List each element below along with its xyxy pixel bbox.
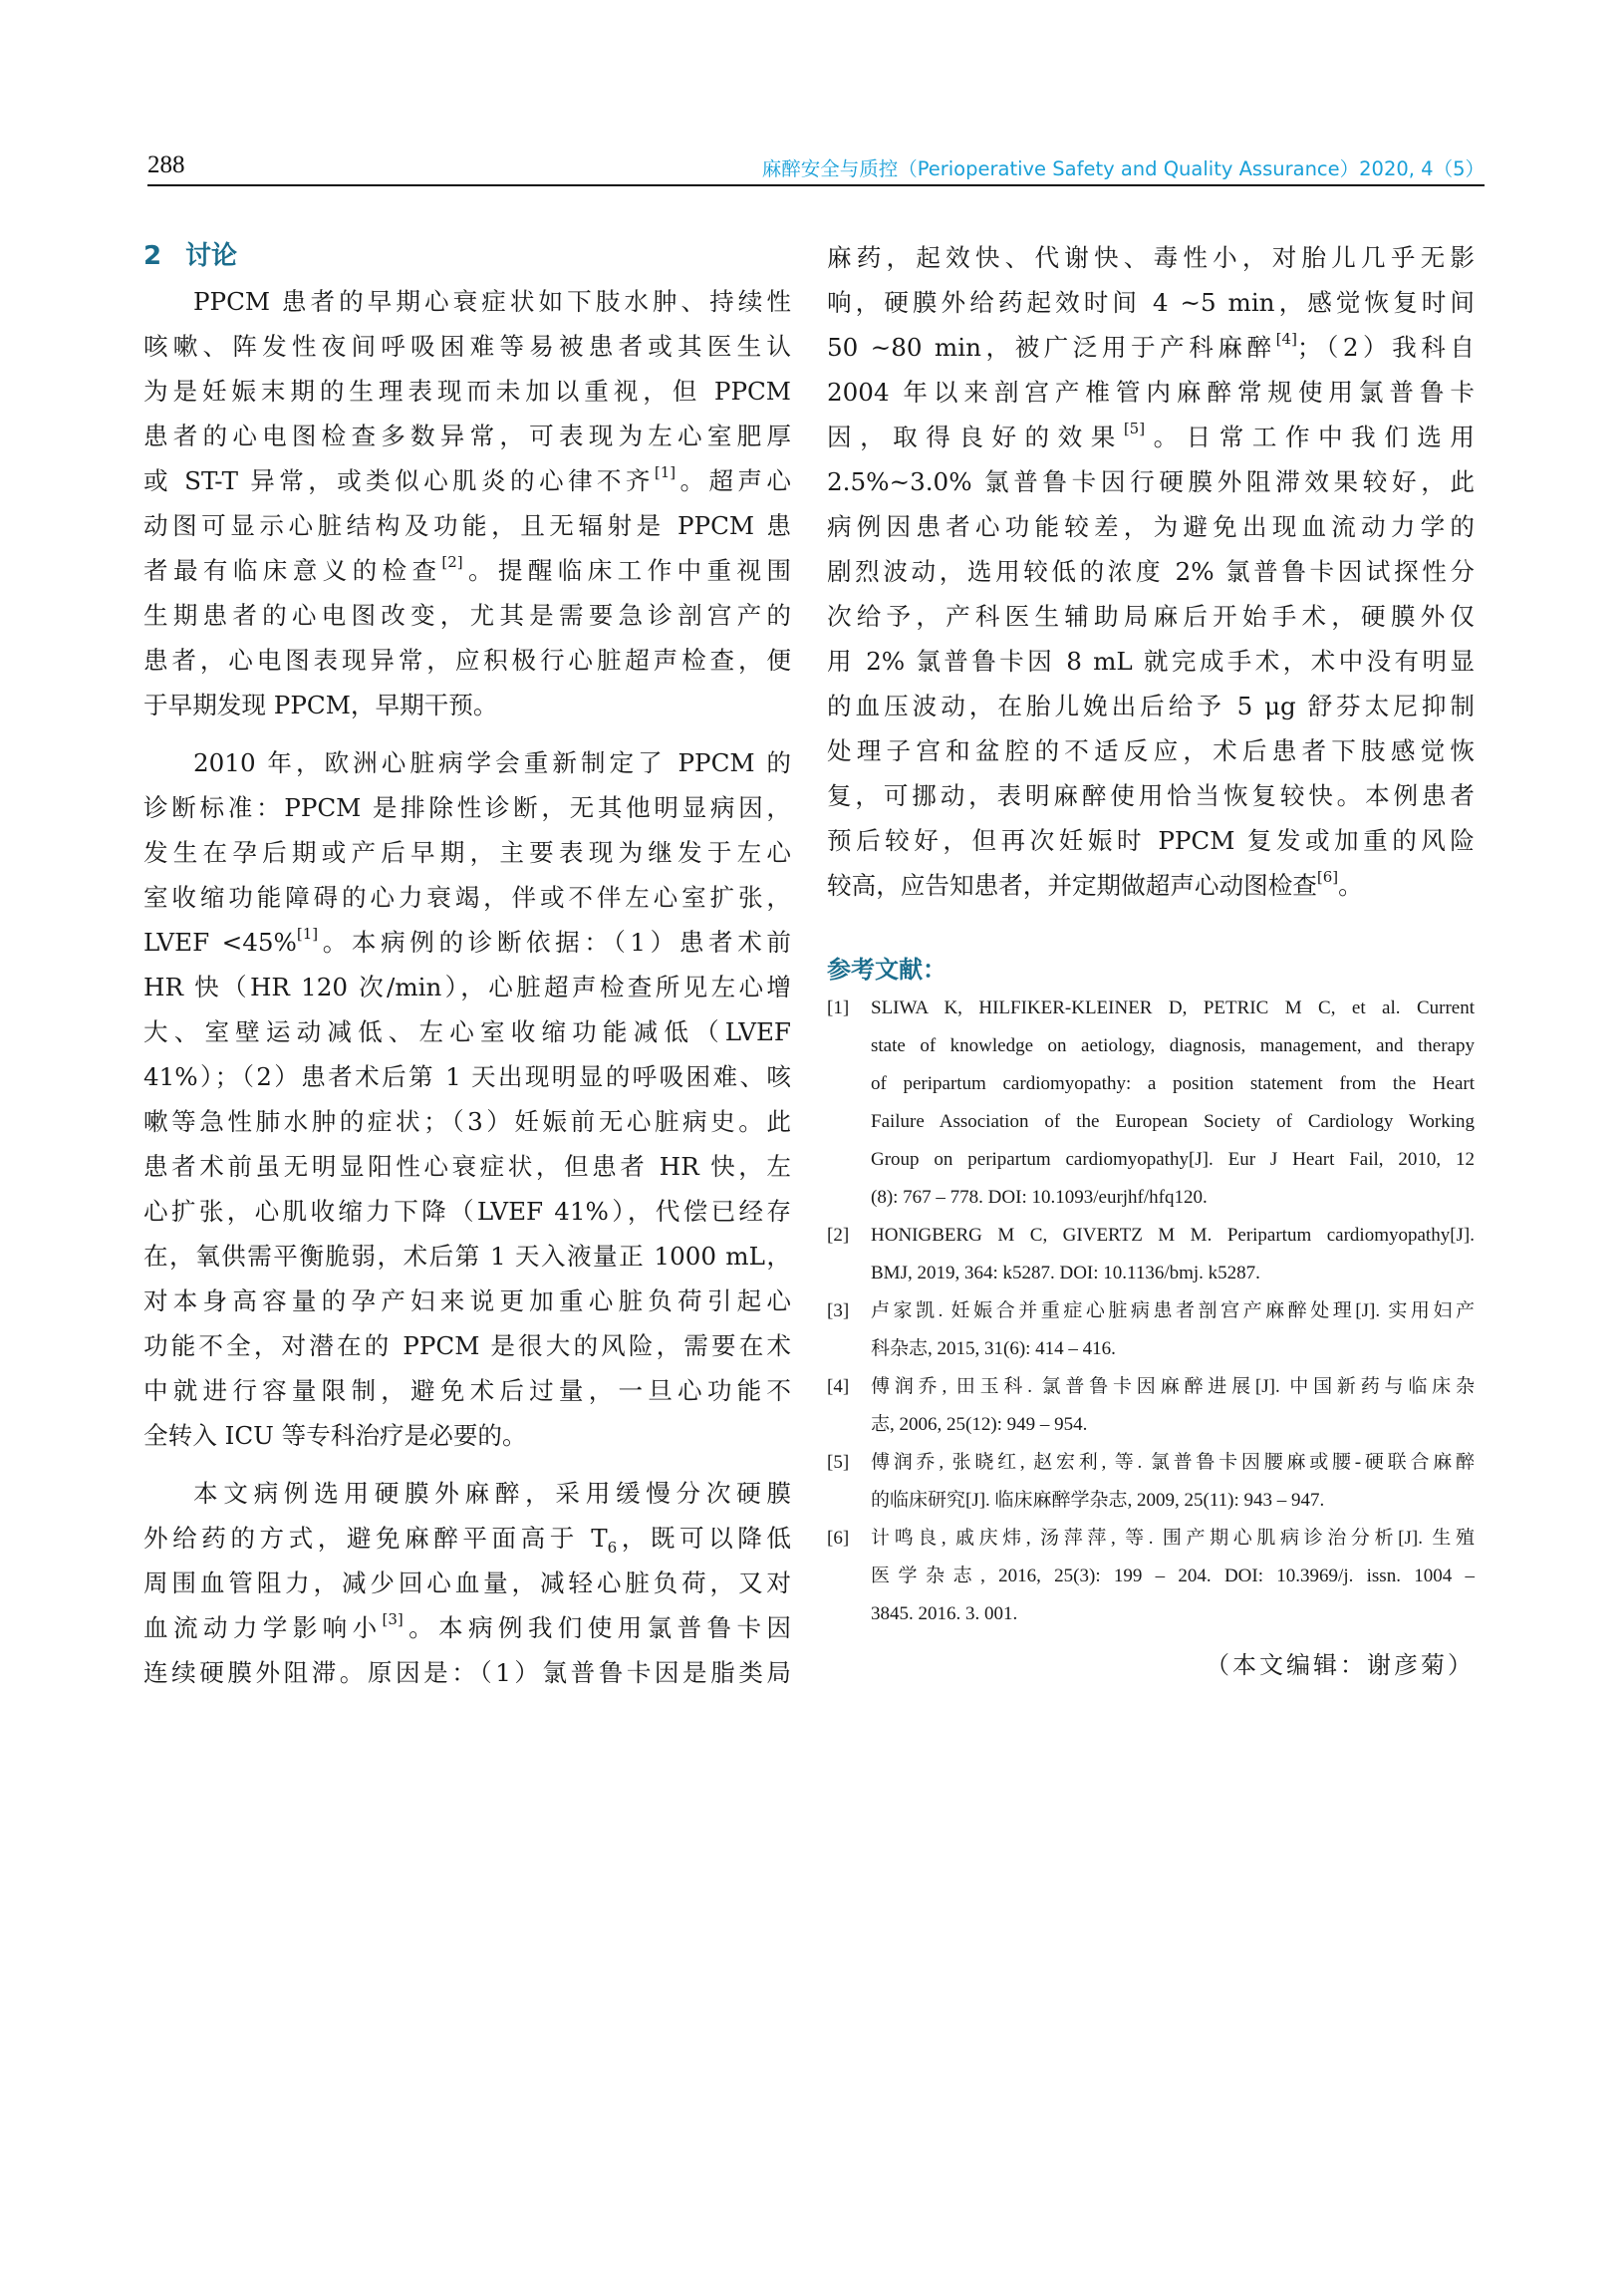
text-line: 血流动力学影响小[3]。本病例我们使用氯普鲁卡因 [143,1610,791,1642]
text-line: LVEF <45%[1]。本病例的诊断依据：（1）患者术前 [143,925,791,957]
text-line: 为是妊娠末期的生理表现而未加以重视，但 PPCM [143,377,791,406]
text-line: 嗽等急性肺水肿的症状；（3）妊娠前无心脏病史。此 [143,1107,791,1136]
text-line: 中就进行容量限制，避免术后过量，一旦心功能不 [143,1376,791,1405]
text-line: 室收缩功能障碍的心力衰竭，伴或不伴左心室扩张， [143,883,791,912]
text-line: 响，硬膜外给药起效时间 4 ~5 min，感觉恢复时间 [827,288,1475,317]
editor-note: （本文编辑：谢彦菊） [1206,1651,1475,1679]
text-line: 患者，心电图表现异常，应积极行心脏超声检查，便 [143,646,791,675]
text-line: 大、室壁运动减低、左心室收缩功能减低（LVEF [143,1017,791,1046]
text-line: 的血压波动，在胎儿娩出后给予 5 μg 舒芬太尼抑制 [827,692,1475,720]
reference-number: [3] [827,1300,850,1321]
reference-number: [4] [827,1376,850,1397]
text-line: 处理子宫和盆腔的不适反应，术后患者下肢感觉恢 [827,736,1475,765]
header-rule [147,184,1485,186]
citation-1[interactable]: [1] [654,463,677,481]
reference-item-6: [6] 计鸣良, 戚庆炜, 汤萍萍, 等. 围产期心肌病诊治分析[J]. 生殖 医学杂志, 2016, 25(3): 199 – 204. DOI: 10.3969/j. issn. 1004 – 3845. 2016. 3. 001. [827,1520,1475,1633]
citation-5[interactable]: [5] [1123,420,1146,437]
citation-1[interactable]: [1] [296,925,319,943]
text-line: 2010 年，欧洲心脏病学会重新制定了 PPCM 的 [193,748,791,777]
reference-item-1: [1] SLIWA K, HILFIKER-KLEINER D, PETRIC M C, et al. Current state of knowledge on aetiology, diagnosis, management, and therapy of peripartum cardiomyopathy: a position statement from the Heart Failure Association of the European Society of Cardiology Working Group on peripartum cardiomyopathy[J]. Eur J Heart Fail, 2010, 12 (8): 767 – 778. DOI: 10.1093/eurjhf/hfq120. [827,990,1475,1217]
text-line: HR 快（HR 120 次/min），心脏超声检查所见左心增 [143,973,791,1001]
text-line: 生期患者的心电图改变，尤其是需要急诊剖宫产的 [143,601,791,630]
text-line: 连续硬膜外阻滞。原因是：（1）氯普鲁卡因是脂类局 [143,1658,791,1687]
reference-number: [1] [827,998,850,1018]
text-line: 预后较好，但再次妊娠时 PPCM 复发或加重的风险 [827,826,1475,855]
text-line: 用 2% 氯普鲁卡因 8 mL 就完成手术，术中没有明显 [827,647,1475,676]
text-line: 麻药，起效快、代谢快、毒性小，对胎儿几乎无影 [827,243,1475,272]
paragraph-early-symptoms [143,279,791,727]
right-column [827,235,1475,1680]
text-line: 病例因患者心功能较差，为避免出现血流动力学的 [827,512,1475,541]
citation-3[interactable]: [3] [382,1610,404,1628]
text-line: 患者术前虽无明显阳性心衰症状，但患者 HR 快，左 [143,1152,791,1181]
text-line: 患者的心电图检查多数异常，可表现为左心室肥厚 [143,422,791,450]
reference-item-2: [2] HONIGBERG M C, GIVERTZ M M. Peripartum cardiomyopathy[J]. BMJ, 2019, 364: k5287. DOI: 10.1136/bmj. k5287. [827,1217,1475,1292]
paragraph-chloroprocaine [827,235,1475,908]
section-number: 2 [143,241,162,271]
paragraph-anesthesia-choice [143,1471,791,1695]
text-line: 较高，应告知患者，并定期做超声心动图检查[6]。 [827,868,1363,900]
reference-number: [6] [827,1528,850,1549]
text-line: 诊断标准：PPCM 是排除性诊断，无其他明显病因， [143,793,791,822]
reference-number: [2] [827,1225,850,1246]
text-line: 50 ~80 min，被广泛用于产科麻醉[4]；（2）我科自 [827,330,1475,362]
text-line: 2.5%~3.0% 氯普鲁卡因行硬膜外阻滞效果较好，此 [827,467,1475,496]
section-title: 讨论 [185,241,238,271]
text-line: 周围血管阻力，减少回心血量，减轻心脏负荷，又对 [143,1568,791,1597]
citation-4[interactable]: [4] [1275,330,1297,348]
text-line: 心扩张，心肌收缩力下降（LVEF 41%），代偿已经存 [143,1197,791,1226]
citation-2[interactable]: [2] [441,553,463,571]
text-line: 2004 年以来剖宫产椎管内麻醉常规使用氯普鲁卡 [827,378,1475,407]
reference-item-3: [3] 卢家凯. 妊娠合并重症心脏病患者剖宫产麻醉处理[J]. 实用妇产 科杂志, 2015, 31(6): 414 – 416. [827,1292,1475,1368]
text-line: 功能不全，对潜在的 PPCM 是很大的风险，需要在术 [143,1331,791,1360]
text-line: 外给药的方式，避免麻醉平面高于 $T_6$，既可以降低 [143,1524,791,1557]
text-line: 复，可挪动，表明麻醉使用恰当恢复较快。本例患者 [827,781,1475,810]
text-line: 本文病例选用硬膜外麻醉，采用缓慢分次硬膜 [193,1479,791,1508]
section-heading [143,235,791,277]
text-line: 动图可显示心脏结构及功能，且无辐射是 PPCM 患 [143,511,791,540]
reference-item-4: [4] 傅润乔, 田玉科. 氯普鲁卡因麻醉进展[J]. 中国新药与临床杂 志, 2006, 25(12): 949 – 954. [827,1368,1475,1444]
running-header [147,147,1485,187]
journal-citation: 麻醉安全与质控（Perioperative Safety and Quality Assurance）2020, 4（5） [761,157,1485,180]
text-line: PPCM 患者的早期心衰症状如下肢水肿、持续性 [193,287,791,316]
text-line: 41%）；（2）患者术后第 1 天出现明显的呼吸困难、咳 [143,1062,791,1091]
text-line: 剧烈波动，选用较低的浓度 2% 氯普鲁卡因试探性分 [827,557,1475,586]
text-line: 者最有临床意义的检查[2]。提醒临床工作中重视围 [143,553,791,585]
text-line: 次给予，产科医生辅助局麻后开始手术，硬膜外仅 [827,602,1475,631]
reference-list [827,990,1475,1633]
text-line: 对本身高容量的孕产妇来说更加重心脏负荷引起心 [143,1286,791,1315]
text-line: 或 ST-T 异常，或类似心肌炎的心律不齐[1]。超声心 [143,463,791,495]
page-number: 288 [147,151,185,178]
references-heading: 参考文献： [827,956,947,984]
text-line: 在，氧供需平衡脆弱，术后第 1 天入液量正 1000 mL， [143,1242,791,1271]
text-line: 全转入 ICU 等专科治疗是必要的。 [143,1421,527,1450]
text-line: 咳嗽、阵发性夜间呼吸困难等易被患者或其医生认 [143,332,791,361]
reference-item-5: [5] 傅润乔, 张晓红, 赵宏利, 等. 氯普鲁卡因腰麻或腰-硬联合麻醉 的临床研究[J]. 临床麻醉学杂志, 2009, 25(11): 943 – 947. [827,1444,1475,1520]
text-line: 于早期发现 PPCM，早期干预。 [143,691,498,719]
citation-6[interactable]: [6] [1316,868,1339,886]
text-line: 发生在孕后期或产后早期，主要表现为继发于左心 [143,838,791,867]
text-line: 因，取得良好的效果[5]。日常工作中我们选用 [827,420,1475,451]
left-column [143,235,791,1695]
paragraph-diagnosis [143,740,791,1458]
reference-number: [5] [827,1452,850,1473]
